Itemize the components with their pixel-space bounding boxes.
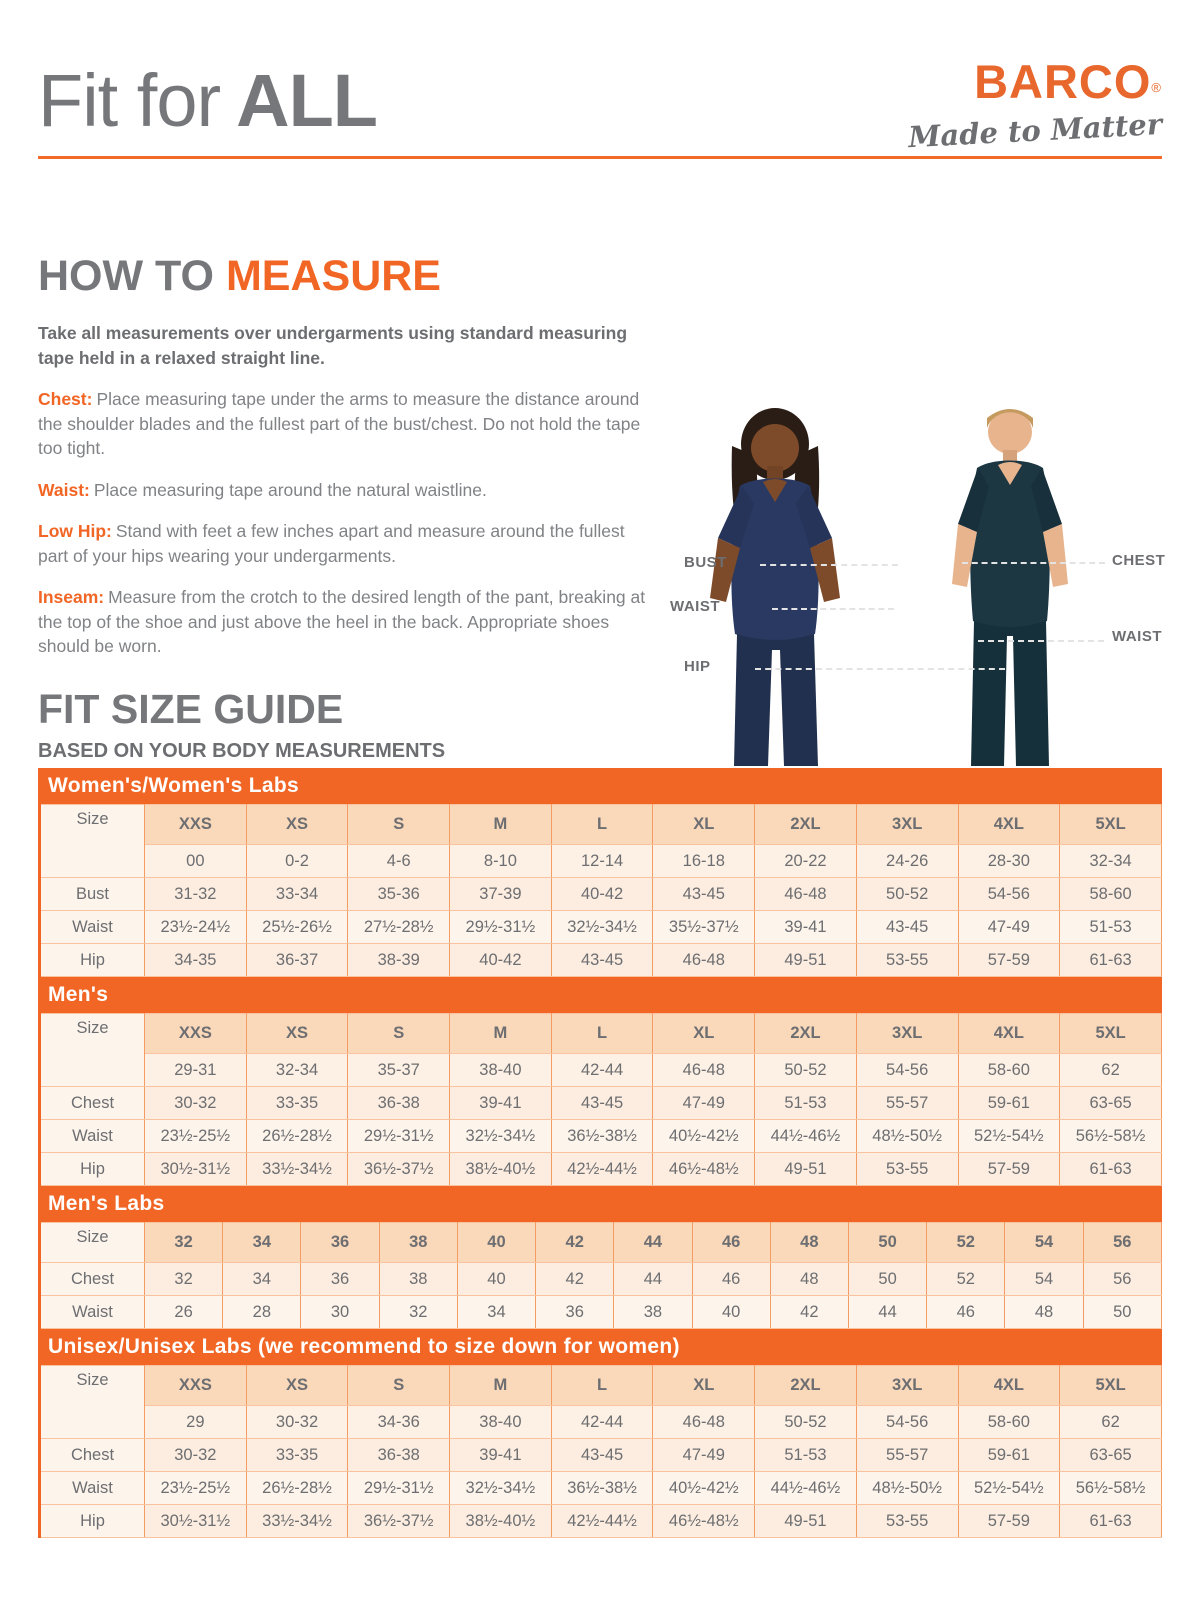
size-header-cell: XL bbox=[653, 1366, 755, 1406]
size-value-cell: 50-52 bbox=[856, 878, 958, 911]
size-value-cell: 34-35 bbox=[145, 944, 247, 977]
size-value-cell: 54-56 bbox=[958, 878, 1060, 911]
size-value-cell: 52½-54½ bbox=[958, 1120, 1060, 1153]
size-value-cell: 30-32 bbox=[145, 1439, 247, 1472]
models-illustration bbox=[660, 386, 1190, 766]
size-value-cell: 38-39 bbox=[348, 944, 450, 977]
size-header-cell: XXS bbox=[145, 1366, 247, 1406]
size-subheader-cell: 46-48 bbox=[653, 1054, 755, 1087]
chest-label: CHEST bbox=[1112, 552, 1166, 569]
size-value-cell: 44½-46½ bbox=[755, 1472, 857, 1505]
size-value-cell: 61-63 bbox=[1060, 944, 1162, 977]
size-value-cell: 43-45 bbox=[856, 911, 958, 944]
size-header-cell: 38 bbox=[379, 1223, 457, 1263]
size-value-cell: 32 bbox=[145, 1263, 223, 1296]
size-value-cell: 30½-31½ bbox=[145, 1153, 247, 1186]
size-header-cell: 5XL bbox=[1060, 1366, 1162, 1406]
size-header-cell: 2XL bbox=[755, 805, 857, 845]
measure-item-inseam: Inseam: Measure from the crotch to the desired length of the pant, breaking at the top of the shoe and just above the heel in the back. Appropriate shoes should be worn. bbox=[38, 587, 646, 656]
waist-left-label: WAIST bbox=[670, 598, 720, 615]
size-header-cell: M bbox=[450, 1014, 552, 1054]
size-header-cell: 40 bbox=[457, 1223, 535, 1263]
size-header-cell: 34 bbox=[223, 1223, 301, 1263]
table-row bbox=[40, 1472, 1162, 1505]
table-row bbox=[40, 1263, 1162, 1296]
measurement-row-label: Waist bbox=[40, 1472, 145, 1505]
hip-measure-line bbox=[755, 668, 1005, 670]
size-value-cell: 23½-25½ bbox=[145, 1120, 247, 1153]
size-header-cell: L bbox=[551, 1014, 653, 1054]
size-value-cell: 47-49 bbox=[958, 911, 1060, 944]
size-subheader-cell: 35-37 bbox=[348, 1054, 450, 1087]
measure-item-lowhip: Low Hip: Stand with feet a few inches apart and measure around the fullest part of your hips wearing your undergarments. bbox=[38, 521, 625, 566]
measurement-row-label: Chest bbox=[40, 1439, 145, 1472]
size-subheader-cell: 62 bbox=[1060, 1054, 1162, 1087]
size-header-cell: XXS bbox=[145, 805, 247, 845]
size-value-cell: 38 bbox=[614, 1296, 692, 1329]
size-subheader-cell: 34-36 bbox=[348, 1406, 450, 1439]
size-value-cell: 52½-54½ bbox=[958, 1472, 1060, 1505]
size-value-cell: 54 bbox=[1005, 1263, 1083, 1296]
waist-right-measure-line bbox=[978, 640, 1104, 642]
measurement-row-label: Waist bbox=[40, 1120, 145, 1153]
size-value-cell: 23½-25½ bbox=[145, 1472, 247, 1505]
size-subheader-cell: 58-60 bbox=[958, 1406, 1060, 1439]
size-header-cell: 52 bbox=[927, 1223, 1005, 1263]
size-value-cell: 42 bbox=[536, 1263, 614, 1296]
size-value-cell: 29½-31½ bbox=[450, 911, 552, 944]
size-value-cell: 42 bbox=[770, 1296, 848, 1329]
size-value-cell: 35-36 bbox=[348, 878, 450, 911]
size-header-cell: 3XL bbox=[856, 1014, 958, 1054]
brand-tagline: Made to Matter bbox=[907, 107, 1163, 155]
size-header-cell: 3XL bbox=[856, 1366, 958, 1406]
size-value-cell: 37-39 bbox=[450, 878, 552, 911]
size-value-cell: 29½-31½ bbox=[348, 1472, 450, 1505]
size-header-cell: 32 bbox=[145, 1223, 223, 1263]
size-subheader-cell: 30-32 bbox=[246, 1406, 348, 1439]
size-value-cell: 43-45 bbox=[551, 1087, 653, 1120]
size-header-cell: XXS bbox=[145, 1014, 247, 1054]
size-tables bbox=[38, 768, 1162, 1538]
table-row bbox=[40, 1120, 1162, 1153]
size-value-cell: 36½-38½ bbox=[551, 1472, 653, 1505]
registered-mark-icon: ® bbox=[1151, 80, 1162, 95]
size-value-cell: 42½-44½ bbox=[551, 1153, 653, 1186]
size-value-cell: 59-61 bbox=[958, 1087, 1060, 1120]
size-column-label: Size bbox=[40, 1223, 145, 1263]
size-value-cell: 32½-34½ bbox=[450, 1472, 552, 1505]
table-row bbox=[40, 878, 1162, 911]
size-column-label: Size bbox=[40, 805, 145, 878]
size-value-cell: 38½-40½ bbox=[450, 1505, 552, 1538]
size-value-cell: 57-59 bbox=[958, 1153, 1060, 1186]
size-value-cell: 26½-28½ bbox=[246, 1120, 348, 1153]
size-value-cell: 43-45 bbox=[551, 944, 653, 977]
bust-measure-line bbox=[760, 564, 898, 566]
size-subheader-cell: 42-44 bbox=[551, 1054, 653, 1087]
size-value-cell: 49-51 bbox=[755, 944, 857, 977]
size-value-cell: 36-38 bbox=[348, 1439, 450, 1472]
size-value-cell: 36½-38½ bbox=[551, 1120, 653, 1153]
size-subheader-cell: 12-14 bbox=[551, 845, 653, 878]
size-header-cell: 4XL bbox=[958, 805, 1060, 845]
size-header-cell: XS bbox=[246, 1014, 348, 1054]
size-value-cell: 56 bbox=[1083, 1263, 1161, 1296]
size-subheader-cell: 38-40 bbox=[450, 1406, 552, 1439]
header-divider bbox=[38, 156, 1162, 159]
how-to-measure-section bbox=[38, 252, 648, 659]
size-value-cell: 35½-37½ bbox=[653, 911, 755, 944]
size-value-cell: 33-35 bbox=[246, 1439, 348, 1472]
table-row bbox=[40, 911, 1162, 944]
brand-name: BARCO® bbox=[974, 55, 1162, 108]
size-value-cell: 55-57 bbox=[856, 1439, 958, 1472]
masthead bbox=[38, 55, 1163, 158]
table-row bbox=[40, 944, 1162, 977]
size-value-cell: 43-45 bbox=[551, 1439, 653, 1472]
page-title bbox=[38, 59, 377, 142]
size-value-cell: 46½-48½ bbox=[653, 1153, 755, 1186]
models-photo bbox=[660, 386, 1190, 766]
size-value-cell: 36 bbox=[301, 1263, 379, 1296]
size-header-cell: 56 bbox=[1083, 1223, 1161, 1263]
size-header-cell: XS bbox=[246, 805, 348, 845]
table-section-header-mens-labs: Men's Labs bbox=[38, 1186, 1162, 1222]
size-subheader-cell: 29 bbox=[145, 1406, 247, 1439]
size-value-cell: 63-65 bbox=[1060, 1087, 1162, 1120]
size-value-cell: 40 bbox=[692, 1296, 770, 1329]
page-title-light: Fit for bbox=[38, 59, 221, 142]
table-row bbox=[40, 1505, 1162, 1538]
size-value-cell: 39-41 bbox=[450, 1439, 552, 1472]
size-value-cell: 39-41 bbox=[450, 1087, 552, 1120]
size-header-cell: XL bbox=[653, 1014, 755, 1054]
measurement-row-label: Hip bbox=[40, 944, 145, 977]
size-header-cell: 36 bbox=[301, 1223, 379, 1263]
size-value-cell: 33½-34½ bbox=[246, 1153, 348, 1186]
size-subheader-cell: 0-2 bbox=[246, 845, 348, 878]
size-subheader-cell: 28-30 bbox=[958, 845, 1060, 878]
measure-intro: Take all measurements over undergarments using standard measuring tape held in a relaxed straight line. bbox=[38, 323, 628, 368]
size-value-cell: 26½-28½ bbox=[246, 1472, 348, 1505]
table-row bbox=[40, 1439, 1162, 1472]
size-value-cell: 48 bbox=[1005, 1296, 1083, 1329]
size-value-cell: 38½-40½ bbox=[450, 1153, 552, 1186]
hip-label: HIP bbox=[684, 658, 711, 675]
size-header-cell: 3XL bbox=[856, 805, 958, 845]
size-value-cell: 32½-34½ bbox=[450, 1120, 552, 1153]
table-section-header-womens: Women's/Women's Labs bbox=[38, 768, 1162, 804]
size-value-cell: 46 bbox=[927, 1296, 1005, 1329]
size-value-cell: 50 bbox=[848, 1263, 926, 1296]
size-value-cell: 52 bbox=[927, 1263, 1005, 1296]
size-subheader-cell: 24-26 bbox=[856, 845, 958, 878]
size-value-cell: 32 bbox=[379, 1296, 457, 1329]
size-subheader-cell: 00 bbox=[145, 845, 247, 878]
size-header-cell: 48 bbox=[770, 1223, 848, 1263]
size-value-cell: 48½-50½ bbox=[856, 1120, 958, 1153]
measurement-row-label: Chest bbox=[40, 1087, 145, 1120]
size-subheader-cell: 46-48 bbox=[653, 1406, 755, 1439]
size-header-cell: 50 bbox=[848, 1223, 926, 1263]
size-subheader-cell: 54-56 bbox=[856, 1054, 958, 1087]
size-value-cell: 30½-31½ bbox=[145, 1505, 247, 1538]
size-value-cell: 63-65 bbox=[1060, 1439, 1162, 1472]
size-header-cell: 2XL bbox=[755, 1366, 857, 1406]
size-subheader-cell: 42-44 bbox=[551, 1406, 653, 1439]
measurement-row-label: Waist bbox=[40, 1296, 145, 1329]
size-subheader-cell: 54-56 bbox=[856, 1406, 958, 1439]
table-row bbox=[40, 1153, 1162, 1186]
measurement-row-label: Chest bbox=[40, 1263, 145, 1296]
size-subheader-cell: 32-34 bbox=[246, 1054, 348, 1087]
size-value-cell: 40½-42½ bbox=[653, 1472, 755, 1505]
size-value-cell: 46 bbox=[692, 1263, 770, 1296]
size-value-cell: 34 bbox=[457, 1296, 535, 1329]
size-value-cell: 44½-46½ bbox=[755, 1120, 857, 1153]
page-title-bold: ALL bbox=[236, 59, 377, 142]
size-value-cell: 28 bbox=[223, 1296, 301, 1329]
fit-size-guide-subtitle: BASED ON YOUR BODY MEASUREMENTS bbox=[38, 740, 446, 762]
size-subheader-cell: 62 bbox=[1060, 1406, 1162, 1439]
size-value-cell: 46-48 bbox=[755, 878, 857, 911]
size-value-cell: 23½-24½ bbox=[145, 911, 247, 944]
size-value-cell: 53-55 bbox=[856, 944, 958, 977]
size-value-cell: 51-53 bbox=[755, 1439, 857, 1472]
size-value-cell: 36 bbox=[536, 1296, 614, 1329]
size-header-cell: S bbox=[348, 1014, 450, 1054]
size-value-cell: 61-63 bbox=[1060, 1153, 1162, 1186]
size-header-cell: 2XL bbox=[755, 1014, 857, 1054]
size-header-cell: 5XL bbox=[1060, 805, 1162, 845]
size-value-cell: 40-42 bbox=[450, 944, 552, 977]
size-subheader-cell: 4-6 bbox=[348, 845, 450, 878]
size-subheader-cell: 29-31 bbox=[145, 1054, 247, 1087]
size-value-cell: 36-37 bbox=[246, 944, 348, 977]
size-column-label: Size bbox=[40, 1014, 145, 1087]
size-header-cell: 4XL bbox=[958, 1366, 1060, 1406]
size-header-cell: L bbox=[551, 1366, 653, 1406]
table-section-header-mens: Men's bbox=[38, 977, 1162, 1013]
unisex-size-table bbox=[38, 1365, 1162, 1538]
size-value-cell: 33-34 bbox=[246, 878, 348, 911]
measurement-row-label: Hip bbox=[40, 1505, 145, 1538]
size-value-cell: 46½-48½ bbox=[653, 1505, 755, 1538]
size-value-cell: 30 bbox=[301, 1296, 379, 1329]
table-row bbox=[40, 1087, 1162, 1120]
size-value-cell: 48 bbox=[770, 1263, 848, 1296]
size-value-cell: 48½-50½ bbox=[856, 1472, 958, 1505]
size-header-cell: 5XL bbox=[1060, 1014, 1162, 1054]
size-value-cell: 55-57 bbox=[856, 1087, 958, 1120]
size-value-cell: 44 bbox=[614, 1263, 692, 1296]
size-header-cell: S bbox=[348, 805, 450, 845]
size-header-cell: M bbox=[450, 1366, 552, 1406]
chest-measure-line bbox=[962, 562, 1105, 564]
size-header-cell: 54 bbox=[1005, 1223, 1083, 1263]
size-value-cell: 40-42 bbox=[551, 878, 653, 911]
size-header-cell: 46 bbox=[692, 1223, 770, 1263]
size-header-cell: 4XL bbox=[958, 1014, 1060, 1054]
size-header-cell: S bbox=[348, 1366, 450, 1406]
size-header-cell: 44 bbox=[614, 1223, 692, 1263]
table-row bbox=[40, 1296, 1162, 1329]
waist-right-label: WAIST bbox=[1112, 628, 1162, 645]
size-value-cell: 47-49 bbox=[653, 1087, 755, 1120]
size-value-cell: 34 bbox=[223, 1263, 301, 1296]
size-value-cell: 36-38 bbox=[348, 1087, 450, 1120]
bust-label: BUST bbox=[684, 554, 727, 571]
size-value-cell: 46-48 bbox=[653, 944, 755, 977]
size-value-cell: 51-53 bbox=[755, 1087, 857, 1120]
size-value-cell: 38 bbox=[379, 1263, 457, 1296]
size-subheader-cell: 58-60 bbox=[958, 1054, 1060, 1087]
size-value-cell: 27½-28½ bbox=[348, 911, 450, 944]
size-value-cell: 26 bbox=[145, 1296, 223, 1329]
size-value-cell: 53-55 bbox=[856, 1153, 958, 1186]
size-subheader-cell: 50-52 bbox=[755, 1054, 857, 1087]
size-subheader-cell: 38-40 bbox=[450, 1054, 552, 1087]
size-subheader-cell: 20-22 bbox=[755, 845, 857, 878]
size-header-cell: XL bbox=[653, 805, 755, 845]
womens-size-table bbox=[38, 804, 1162, 977]
size-value-cell: 40½-42½ bbox=[653, 1120, 755, 1153]
fit-size-guide-title: FIT SIZE GUIDE bbox=[38, 686, 344, 732]
size-header-cell: M bbox=[450, 805, 552, 845]
size-value-cell: 57-59 bbox=[958, 1505, 1060, 1538]
size-value-cell: 32½-34½ bbox=[551, 911, 653, 944]
size-subheader-cell: 16-18 bbox=[653, 845, 755, 878]
size-value-cell: 36½-37½ bbox=[348, 1505, 450, 1538]
size-value-cell: 43-45 bbox=[653, 878, 755, 911]
size-value-cell: 36½-37½ bbox=[348, 1153, 450, 1186]
size-column-label: Size bbox=[40, 1366, 145, 1439]
size-header-cell: 42 bbox=[536, 1223, 614, 1263]
size-value-cell: 44 bbox=[848, 1296, 926, 1329]
mens-labs-size-table bbox=[38, 1222, 1162, 1329]
measurement-row-label: Bust bbox=[40, 878, 145, 911]
size-value-cell: 33½-34½ bbox=[246, 1505, 348, 1538]
size-value-cell: 56½-58½ bbox=[1060, 1120, 1162, 1153]
size-value-cell: 59-61 bbox=[958, 1439, 1060, 1472]
size-subheader-cell: 32-34 bbox=[1060, 845, 1162, 878]
measurement-row-label: Waist bbox=[40, 911, 145, 944]
waist-left-measure-line bbox=[772, 608, 894, 610]
size-subheader-cell: 50-52 bbox=[755, 1406, 857, 1439]
how-to-measure-title: HOW TO MEASURE bbox=[38, 252, 441, 300]
measurement-row-label: Hip bbox=[40, 1153, 145, 1186]
size-value-cell: 56½-58½ bbox=[1060, 1472, 1162, 1505]
mens-size-table bbox=[38, 1013, 1162, 1186]
brand-logo bbox=[907, 55, 1163, 155]
size-value-cell: 57-59 bbox=[958, 944, 1060, 977]
size-value-cell: 53-55 bbox=[856, 1505, 958, 1538]
size-header-cell: L bbox=[551, 805, 653, 845]
size-value-cell: 33-35 bbox=[246, 1087, 348, 1120]
measure-item-chest: Chest: Place measuring tape under the arms to measure the distance around the shoulder blades and the fullest part of the bust/chest. Do not hold the tape too tight. bbox=[38, 389, 641, 458]
size-value-cell: 30-32 bbox=[145, 1087, 247, 1120]
size-value-cell: 47-49 bbox=[653, 1439, 755, 1472]
size-value-cell: 50 bbox=[1083, 1296, 1161, 1329]
table-section-header-unisex: Unisex/Unisex Labs (we recommend to size down for women) bbox=[38, 1329, 1162, 1365]
measure-item-waist: Waist: Place measuring tape around the natural waistline. bbox=[38, 479, 487, 500]
size-value-cell: 31-32 bbox=[145, 878, 247, 911]
size-value-cell: 49-51 bbox=[755, 1505, 857, 1538]
size-value-cell: 39-41 bbox=[755, 911, 857, 944]
size-value-cell: 25½-26½ bbox=[246, 911, 348, 944]
size-value-cell: 61-63 bbox=[1060, 1505, 1162, 1538]
size-subheader-cell: 8-10 bbox=[450, 845, 552, 878]
size-value-cell: 58-60 bbox=[1060, 878, 1162, 911]
size-value-cell: 51-53 bbox=[1060, 911, 1162, 944]
size-value-cell: 40 bbox=[457, 1263, 535, 1296]
size-value-cell: 42½-44½ bbox=[551, 1505, 653, 1538]
size-value-cell: 49-51 bbox=[755, 1153, 857, 1186]
size-header-cell: XS bbox=[246, 1366, 348, 1406]
size-value-cell: 29½-31½ bbox=[348, 1120, 450, 1153]
